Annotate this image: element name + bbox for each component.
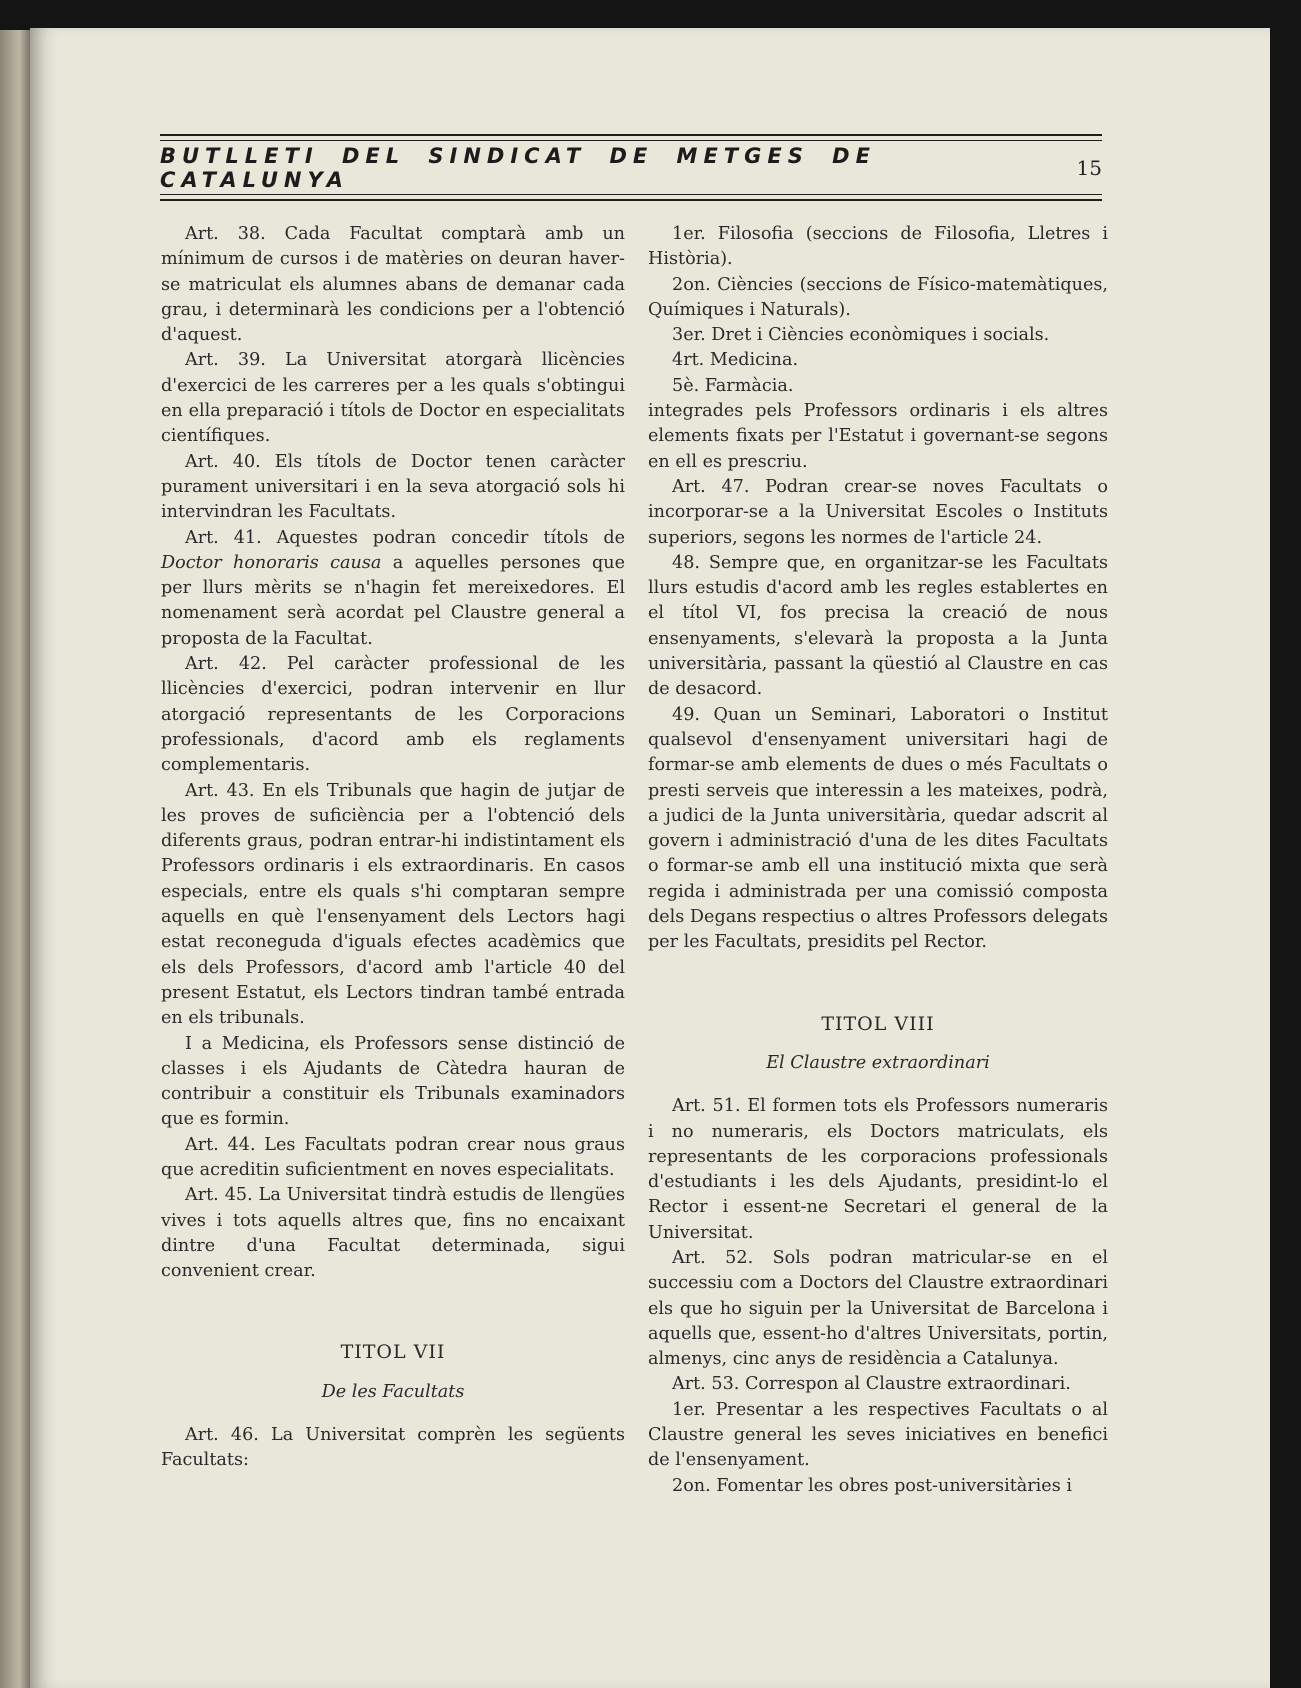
right-column [648, 222, 1108, 1499]
faculty-item-4: 4rt. Medicina. [672, 350, 799, 371]
page-number: 15 [1076, 156, 1102, 180]
left-column [161, 222, 625, 1474]
section-subtitle-viii: El Claustre extraordinari [766, 1052, 990, 1073]
header-bottom-rule [160, 194, 1102, 201]
article-51: Art. 51. El formen tots els Professors numeraris i no numeraris, els Doctors matriculats, els representants de les corporacions professionals d'estudiants i les dels Ajudants, presidint-lo el Rector i essent-ne Secretari el general de la Universitat. [648, 1096, 1108, 1243]
article-42: Art. 42. Pel caràcter professional de les llicències d'exercici, podran intervenir en llur atorgació representants de les Corporacions professionals, d'acord amb els reglaments complementaris. [161, 654, 625, 776]
article-38: Art. 38. Cada Facultat comptarà amb un mínimum de cursos i de matèries on deuran haver-se matriculat els alumnes abans de demanar cada grau, i determinarà les condicions per a l'obtenció d'aquest. [161, 224, 625, 346]
integrades-paragraph: integrades pels Professors ordinaris i els altres elements fixats per l'Estatut i governant-se segons en ell es prescriu. [648, 401, 1108, 472]
article-53-item-1: 1er. Presentar a les respectives Facultats o al Claustre general les seves iniciatives en benefici de l'ensenyament. [648, 1399, 1108, 1471]
article-43: Art. 43. En els Tribunals que hagin de jutjar de les proves de suficiència per a l'obtenció dels diferents graus, podran entrar-hi indistintament els Professors ordinaris i els extraordinaris. En casos especials, entre els quals s'hi comptaran sempre aquells en què l'ensenyament dels Lectors hagi estat reconeguda d'iguals efectes acadèmics que els dels Professors, d'acord amb l'article 40 del present Estatut, els Lectors tindran també entrada en els tribunals. [161, 780, 625, 1029]
article-53: Art. 53. Correspon al Claustre extraordinari. [672, 1374, 1071, 1395]
article-45: Art. 45. La Universitat tindrà estudis de llengües vives i tots aquells altres que, fins no encaixant dintre d'una Facultat determinada, sigui convenient crear. [161, 1185, 625, 1282]
medicina-paragraph: I a Medicina, els Professors sense distinció de classes i els Ajudants de Càtedra hauran de contribuir a constituir els Tribunals examinadors que es formin. [161, 1033, 625, 1130]
article-41-text-a: Art. 41. Aquestes podran concedir títols de [185, 527, 625, 548]
article-46: Art. 46. La Universitat comprèn les següents Facultats: [161, 1425, 625, 1471]
faculty-item-3: 3er. Dret i Ciències econòmiques i socials. [672, 325, 1050, 346]
article-39: Art. 39. La Universitat atorgarà llicències d'exercici de les carreres per a les quals s'obtingui en ella preparació i títols de Doctor en especialitats científiques. [161, 350, 625, 447]
faculty-item-5: 5è. Farmàcia. [672, 375, 794, 396]
article-41-italic: Doctor honoraris causa [161, 552, 382, 573]
header-top-rule [160, 134, 1102, 141]
section-title-viii: TITOL VIII [821, 1012, 935, 1035]
article-44: Art. 44. Les Facultats podran crear nous graus que acreditin suficientment en noves especialitats. [161, 1134, 625, 1180]
article-47: Art. 47. Podran crear-se noves Facultats o incorporar-se a la Universitat Escoles o Instituts superiors, segons les normes de l'article 24. [648, 476, 1108, 548]
book-spine [0, 30, 32, 1688]
article-48: 48. Sempre que, en organitzar-se les Facultats llurs estudis d'acord amb les regles establertes en el títol VI, fos precisa la creació de nous ensenyaments, s'elevarà la proposta a la Junta universitària, passant la qüestió al Claustre en cas de desacord. [648, 552, 1108, 700]
header-row [160, 141, 1102, 194]
article-41-text-b: a aquelles persones que per llurs mèrits se n'hagin fet mereixedores. El nomenament serà acordat pel Claustre general a proposta de la Facultat. [161, 552, 625, 649]
article-40: Art. 40. Els títols de Doctor tenen caràcter purament universitari i en la seva atorgació sols hi intervindran les Facultats. [161, 451, 625, 523]
article-49: 49. Quan un Seminari, Laboratori o Institut qualsevol d'ensenyament universitari hagi de formar-se amb elements de dues o més Facultats o presti serveis que interessin a les mateixes, podrà, a judici de la Junta universitària, quedar adscrit al govern i administració d'una de les dites Facultats o formar-se amb ell una institució mixta que serà regida i administrada per una comissió composta dels Degans respectius o altres Professors delegats per les Facultats, presidits pel Rector. [648, 704, 1108, 953]
running-title: BUTLLETI DEL SINDICAT DE METGES DE CATALUNYA [160, 144, 876, 192]
article-52: Art. 52. Sols podran matricular-se en el successiu com a Doctors del Claustre extraordinari els que ho siguin per la Universitat de Barcelona i aquells que, essent-ho d'altres Universitats, portin, almenys, cinc anys de residència a Catalunya. [648, 1247, 1108, 1370]
faculty-item-1: 1er. Filosofia (seccions de Filosofia, Lletres i Història). [648, 224, 1108, 270]
section-subtitle-vii: De les Facultats [321, 1381, 465, 1402]
faculty-item-2: 2on. Ciències (seccions de Físico-matemàtiques, Químiques i Naturals). [648, 274, 1108, 320]
article-53-item-2: 2on. Fomentar les obres post-universitàries i [672, 1475, 1072, 1496]
article-41 [161, 526, 625, 652]
section-title-vii: TITOL VII [340, 1341, 446, 1364]
running-header [160, 134, 1102, 201]
